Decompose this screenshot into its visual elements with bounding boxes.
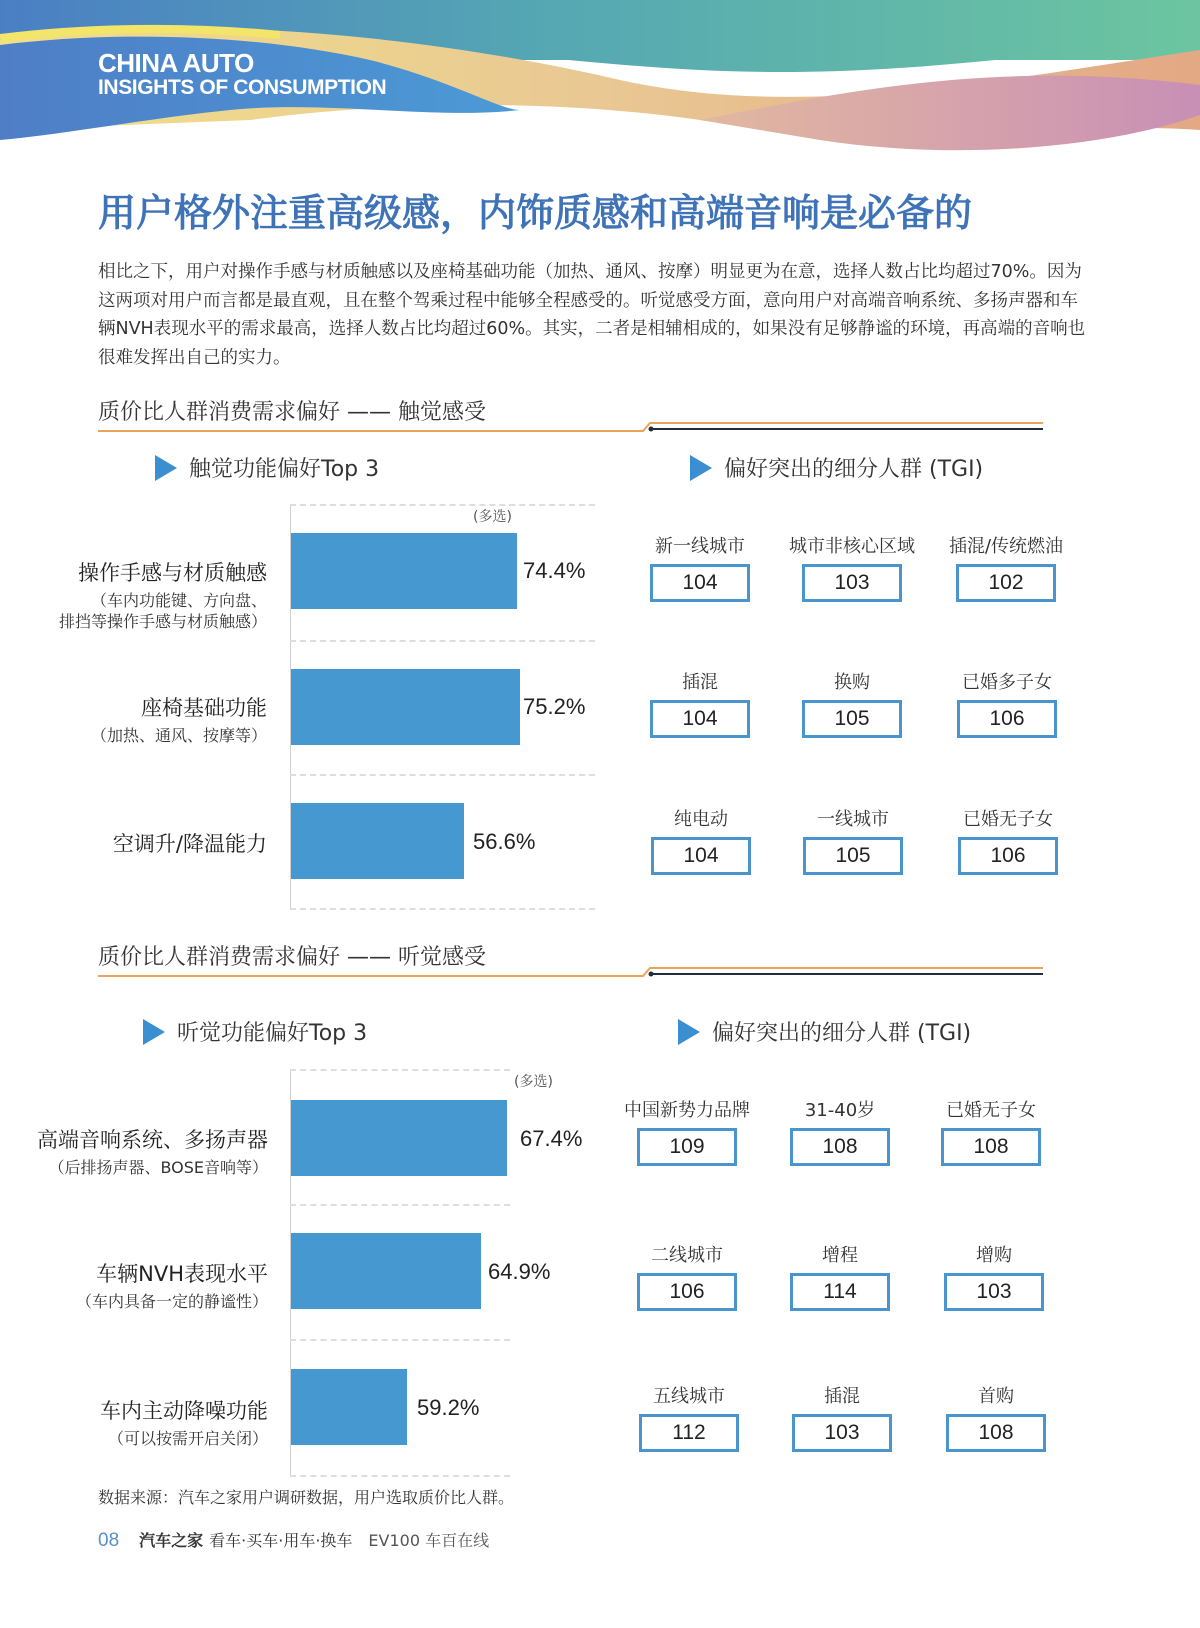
tgi-item	[790, 1241, 890, 1311]
tgi-value: 104	[650, 564, 750, 602]
brand-logo	[98, 50, 386, 98]
tgi-item	[792, 1382, 892, 1452]
tgi-item	[650, 668, 750, 738]
section-heading-hearing: 质价比人群消费需求偏好 —— 听觉感受	[98, 945, 486, 970]
tgi-item	[944, 1241, 1044, 1311]
subheading-hearing-top3	[143, 1016, 367, 1047]
bar-hearing-2	[291, 1233, 481, 1309]
bar-value: 59.2%	[417, 1395, 480, 1420]
category-label	[7, 828, 267, 858]
tgi-item	[946, 1382, 1046, 1452]
tgi-item	[637, 1241, 737, 1311]
tgi-label: 增程	[822, 1245, 858, 1266]
category-sub: （可以按需开启关闭）	[107, 1429, 268, 1448]
gridline	[290, 504, 595, 506]
brand-line2: INSIGHTS OF CONSUMPTION	[98, 76, 387, 99]
tgi-label: 纯电动	[674, 809, 728, 830]
tgi-value: 112	[639, 1414, 739, 1452]
gridline	[290, 640, 595, 642]
tgi-value: 108	[790, 1128, 890, 1166]
subheading-label: 偏好突出的细分人群 (TGI)	[724, 457, 984, 482]
bar-hearing-1	[291, 1100, 507, 1176]
tgi-label: 已婚无子女	[946, 1100, 1036, 1121]
bar-hearing-3	[291, 1369, 407, 1445]
bar-touch-3	[291, 803, 464, 879]
category-label	[7, 557, 267, 632]
triangle-bullet-icon	[143, 1019, 165, 1045]
tgi-value: 106	[958, 837, 1058, 875]
category-main: 空调升/降温能力	[112, 832, 267, 856]
footer-slogan: 看车·买车·用车·换车	[209, 1531, 353, 1550]
triangle-bullet-icon	[155, 455, 177, 481]
tgi-value: 109	[637, 1128, 737, 1166]
tgi-value: 105	[803, 837, 903, 875]
tgi-item	[650, 532, 750, 602]
tgi-item	[789, 532, 915, 602]
subheading-label: 偏好突出的细分人群 (TGI)	[712, 1021, 972, 1046]
subheading-hearing-tgi	[678, 1016, 971, 1047]
tgi-item	[957, 668, 1057, 738]
category-main: 座椅基础功能	[141, 696, 267, 720]
page-number: 08	[98, 1530, 120, 1551]
tgi-value: 104	[651, 837, 751, 875]
gridline	[290, 908, 595, 910]
tgi-label: 增购	[976, 1245, 1012, 1266]
tgi-label: 首购	[978, 1386, 1014, 1407]
tgi-value: 103	[944, 1273, 1044, 1311]
subheading-touch-tgi	[690, 452, 983, 483]
category-main: 操作手感与材质触感	[78, 561, 267, 585]
tgi-value: 106	[957, 700, 1057, 738]
gridline	[290, 774, 595, 776]
bar-touch-2	[291, 669, 520, 745]
hearing-bar-chart	[290, 1069, 595, 1481]
data-source-note: 数据来源：汽车之家用户调研数据，用户选取质价比人群。	[98, 1488, 515, 1507]
tgi-value: 104	[650, 700, 750, 738]
category-label	[8, 1258, 268, 1312]
section-heading-touch: 质价比人群消费需求偏好 —— 触觉感受	[98, 400, 486, 425]
brand-line1: CHINA AUTO	[98, 48, 254, 78]
tgi-label: 中国新势力品牌	[624, 1100, 750, 1121]
touch-bar-chart	[290, 504, 595, 914]
bar-touch-1	[291, 533, 517, 609]
multi-select-note: (多选)	[514, 1074, 553, 1090]
tgi-label: 二线城市	[651, 1245, 723, 1266]
category-label	[8, 1395, 268, 1449]
tgi-label: 城市非核心区域	[789, 536, 915, 557]
category-main: 车辆NVH表现水平	[96, 1262, 268, 1286]
triangle-bullet-icon	[678, 1019, 700, 1045]
tgi-label: 五线城市	[653, 1386, 725, 1407]
page-footer	[98, 1528, 489, 1552]
tgi-value: 106	[637, 1273, 737, 1311]
category-sub: 排挡等操作手感与材质触感）	[58, 612, 267, 631]
tgi-item	[790, 1096, 890, 1166]
tgi-label: 新一线城市	[655, 536, 745, 557]
tgi-value: 108	[941, 1128, 1041, 1166]
tgi-label: 插混	[824, 1386, 860, 1407]
bar-value: 74.4%	[523, 558, 586, 583]
tgi-label: 已婚无子女	[963, 809, 1053, 830]
page-title: 用户格外注重高级感，内饰质感和高端音响是必备的	[98, 191, 973, 235]
bar-value: 67.4%	[520, 1126, 583, 1151]
tgi-item	[802, 668, 902, 738]
tgi-value: 102	[956, 564, 1056, 602]
subheading-touch-top3	[155, 452, 379, 483]
autohome-logo: 汽车之家	[139, 1531, 204, 1550]
tgi-item	[941, 1096, 1041, 1166]
tgi-label: 插混	[682, 672, 718, 693]
subheading-label: 触觉功能偏好Top 3	[189, 457, 380, 482]
tgi-item	[958, 805, 1058, 875]
category-sub: （后排扬声器、BOSE音响等）	[48, 1158, 268, 1177]
gridline	[290, 1204, 510, 1206]
multi-select-note: (多选)	[473, 509, 512, 525]
tgi-value: 108	[946, 1414, 1046, 1452]
bar-value: 64.9%	[488, 1259, 551, 1284]
section-divider	[98, 418, 1043, 442]
tgi-item	[639, 1382, 739, 1452]
tgi-value: 114	[790, 1273, 890, 1311]
tgi-label: 已婚多子女	[962, 672, 1052, 693]
tgi-value: 103	[802, 564, 902, 602]
tgi-item	[624, 1096, 750, 1166]
gridline	[290, 1069, 510, 1071]
triangle-bullet-icon	[690, 455, 712, 481]
category-sub: （加热、通风、按摩等）	[90, 726, 267, 745]
tgi-item	[651, 805, 751, 875]
tgi-value: 105	[802, 700, 902, 738]
section-divider	[98, 963, 1043, 987]
tgi-label: 31-40岁	[804, 1100, 876, 1121]
category-main: 高端音响系统、多扬声器	[37, 1128, 268, 1152]
category-label	[8, 1124, 268, 1178]
gridline	[290, 1339, 510, 1341]
category-label	[7, 692, 267, 746]
bar-value: 75.2%	[523, 694, 586, 719]
ev100-logo: EV100 车百在线	[368, 1531, 490, 1550]
tgi-item	[948, 532, 1064, 602]
header-banner	[0, 0, 1200, 170]
category-main: 车内主动降噪功能	[100, 1399, 268, 1423]
tgi-item	[803, 805, 903, 875]
category-sub: （车内功能键、方向盘、	[90, 591, 267, 610]
tgi-label: 一线城市	[817, 809, 889, 830]
gridline	[290, 1475, 510, 1477]
intro-paragraph: 相比之下，用户对操作手感与材质触感以及座椅基础功能（加热、通风、按摩）明显更为在意，选择人数占比均超过70%。因为这两项对用户而言都是最直观，且在整个驾乘过程中能够全程感受的。听觉感受方面，意向用户对高端音响系统、多扬声器和车辆NVH表现水平的需求最高，选择人数占比均超过60%。其实，二者是相辅相成的，如果没有足够静谧的环境，再高端的音响也很难发挥出自己的实力。	[98, 262, 1086, 368]
bar-value: 56.6%	[473, 829, 536, 854]
tgi-value: 103	[792, 1414, 892, 1452]
subheading-label: 听觉功能偏好Top 3	[177, 1021, 368, 1046]
tgi-label: 插混/传统燃油	[948, 536, 1064, 557]
category-sub: （车内具备一定的静谧性）	[75, 1292, 268, 1311]
tgi-label: 换购	[834, 672, 870, 693]
